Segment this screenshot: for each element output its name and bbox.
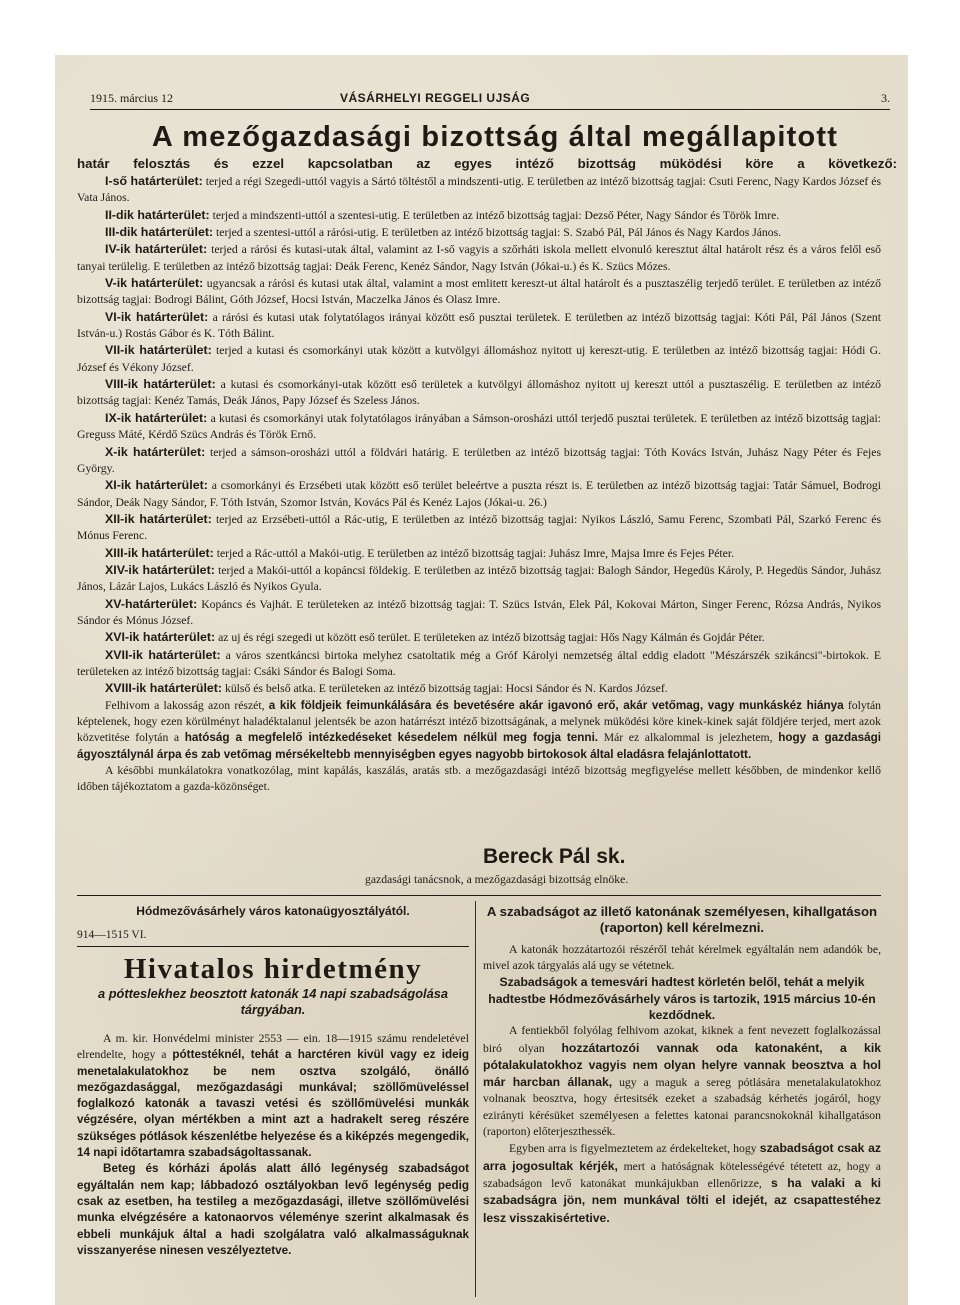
later-work-paragraph: A későbbi munkálatokra vonatkozólag, mint kapálás, kaszálás, aratás stb. a mezőgazdasági intéző bizottság megfigyelése mellett későbben, de mindenkor kellő időben tájékoztatom a gazda-közönséget. [77,764,881,794]
appeal-paragraph [77,698,881,763]
zone-text: terjed a szentesi-uttól a rárósi-utig. E területben az intéző bizottság tagjai: S. Szabó Pál, Pál János és Nagy Kardos János. [216,226,782,240]
zone-label: VIII-ik határterület: [105,377,216,392]
zone-paragraph [77,680,881,697]
leave-text: Egyben arra is figyelmeztetem az érdekelteket, hogy [509,1142,757,1156]
zone-text: a csomorkányi és Erzsébeti utak között eső terület beleértve a puszta részt is. E területben az intéző bizottság tagjai: Tatár Sámuel, Bodrogi Sándor, Deák Nagy Sándor, F. Tóth István, Szomor István, Kovács Pál és Kenéz Lajos (Jókai-u. 26.) [77,479,881,509]
zone-text: terjed a kutasi és csomorkányi utak között a kutvölgyi állomáshoz nyitott uj kereszt-utig. E területben az intéző bizottság tagjai: Hódi G. József és Vékony József. [77,344,882,374]
zone-paragraph [77,444,881,478]
zone-paragraph [77,545,881,562]
notice-paragraph [77,1161,469,1259]
zone-paragraph [77,647,881,681]
zone-paragraph [77,224,881,241]
notice-text: A m. kir. Honvédelmi minister 2553 — ein. 18—1915 számu rendeletével elrendelte, hogy a [77,1032,469,1062]
column-divider [475,901,476,1297]
zone-text: a rárósi és kutasi utak folytatólagos irányai között eső pusztai területek. E területben az intéző bizottság tagjai: Kóti Pál, Pál János (Szent István-u.) Rostás Gábor és K. Tóth Bálint. [77,310,882,341]
zone-paragraph [77,410,881,444]
zone-label: XIII-ik határterület: [105,545,214,560]
zone-text: ugyancsak a rárósi és kutasi utak által, valamint a most emlitett kereszt-ut által határolt és a pusztaszélig terjedő terület. E területben az intéző bizottság tagjai: Bodrogi Bálint, Góth József, Hocsi István, Maczelka János és Olasz Imre. [77,277,881,307]
leave-paragraph [483,1140,881,1226]
section-divider [77,895,881,896]
appeal-text: folytán képtelenek, hogy ezen körülményt haladéktalanul jelentsék be azon határrészt intéző bizottságának, a melynek müködési köre kinek-kinek saját földjére terjed, mert azok közvetitése folytán a [77,698,881,745]
zone-text: külső és belső atka. E területeken az intéző bizottság tagjai: Hocsi Sándor és N. Kardos József. [224,682,668,696]
leave-emphasis: hozzátartozói vannak oda katonaként, a kik pótalakulatokhoz vagyis nem olyan helyre vannak beosztva a hol már harcban állanak, [483,1040,881,1090]
article-subheadline: határ felosztás és ezzel kapcsolatban az egyes intéző bizottság müködési köre a következő: [77,156,897,171]
appeal-emphasis: a kik földjeik feimunkálására és bevetésére akár igavonó erő, akár vetőmag, vagy munkáskéz hiánya [268,698,844,712]
leave-text: ugy a maguk a sereg pótlására menetalakulatokhoz volnanak beosztva, hogy értesitsék ezeket a szabadság kérhetés jogáról, hogy ezirányti kérésüket személyesen a felettes katonai parancsnokoknál kihallgatáson (raporton) előterjeszthessék. [483,1076,882,1139]
notice-subtitle: a pótteslekhez beosztott katonák 14 napi szabadságolása tárgyában. [98,986,448,1017]
zone-label: XVIII-ik határterület: [105,681,223,696]
zone-text: terjed a mindszenti-uttól a szentesi-utig. E területben az intéző bizottság tagjai: Dezső Péter, Nagy Sándor és Török Imre. [212,208,780,222]
zone-paragraph [77,275,881,309]
zone-text: terjed a sámson-orosházi uttól a földvári határig. E területben az intéző bizottság tagjai: Tóth Kovács István, Juhász Nagy Péter és Fejes György. [77,445,881,475]
notice-emphasis: póttestéknél, tehát a harctéren kivül vagy ez ideig menetalakulatokhoz be nem osztva szolgáló, önálló mezőgazdasággal, mezőgazdasági munkával; szöllőmüveléssel foglalkozó katonák a tavaszi vetési és szöllőmüvelési munkák végzésére, olyan mértékben a mint azt a hadrakelt sereg részére szükséges pótlások készenlétbe helyezése és a kiképzés megengedik, 14 napi időtartamra szabadságoltassanak. [77,1048,469,1160]
zone-paragraph [77,562,881,596]
leave-paragraph: A katonák hozzátartozói részéről tehát kérelmek egyáltalán nem adandók be, mivel azok tárgyalás alá ugy se vétetnek. [483,942,881,973]
zone-list [77,173,881,796]
zone-paragraph [77,376,881,410]
zone-label: VI-ik határterület: [105,309,209,324]
signature-title: gazdasági tanácsnok, a mezőgazdasági bizottság elnöke. [365,873,629,886]
newspaper-title: VÁSÁRHELYI REGGELI UJSÁG [340,91,531,105]
leave-emphasis: szabadságot csak az arra jogosultak kérjék, [483,1141,882,1173]
page-number: 3. [881,91,890,105]
zone-label: V-ik határterület: [105,276,204,291]
official-notice-column [77,904,469,1259]
zone-label: XIV-ik határterület: [105,562,215,577]
zone-text: a kutasi és csomorkányi-utak között eső területek a kutvölgyi állomáshoz nyitott uj kereszt uttól a pusztaszélig. E területben az intéző bizottság tagjai: Kenéz Tamás, Deák János, Papy József és Szeless János. [77,378,881,408]
zone-label: I-ső határterület: [105,174,203,188]
leave-request-column [483,904,881,1227]
zone-label: IV-ik határterület: [105,242,208,257]
zone-text: Kopáncs és Vajhát. E területeken az intéző bizottság tagjai: T. Szücs István, Elek Pál, Kokovai Márton, Singer Ferenc, Rózsa András, Nyikos Sándor és Mónus József. [77,597,881,627]
issue-date: 1915. március 12 [90,91,173,105]
appeal-text: Már ez alkalommal is jelezhetem, [603,731,773,745]
zone-text: a város szentkáncsi birtoka melyhez csatoltatik még a Gróf Károlyi nemzetség által eddig eladott "Mészárszék szikáncsi"-birtokok. E területeken az intéző bizottság tagjai: Csáki Sándor és Balogi Soma. [77,648,882,678]
zone-label: XII-ik határterület: [105,511,212,526]
zone-label: XV-határterület: [105,596,198,611]
zone-paragraph [77,596,881,630]
zone-paragraph [77,241,881,275]
zone-paragraph [77,511,881,545]
zone-paragraph [77,342,881,376]
issuing-office: Hódmezővásárhely város katonaügyosztályától. [136,904,410,918]
notice-divider [77,946,469,947]
zone-text: az uj és régi szegedi ut között eső terület. E területeken az intéző bizottság tagjai: Hős Nagy Kálmán és Gojdár Péter. [218,631,765,645]
zone-text: terjed a régi Szegedi-uttól vagyis a Sártó töltéstől a mindszenti-utig. E területben az intéző bizottság tagjai: Csuti Ferenc, Nagy Kardos József és Vata János. [77,175,882,205]
appeal-emphasis: hatóság a megfelelő intézkedéseket késedelem nélkül meg fogja tenni. [184,731,599,745]
leave-body [483,942,881,1227]
notice-emphasis: Beteg és kórházi ápolás alatt álló legénység szabadságot egyáltalán nem kap; [77,1162,469,1192]
reference-number: 914—1515 VI. [77,929,147,941]
page-header [90,91,890,110]
zone-label: II-dik határterület: [105,207,210,222]
zone-label: XVI-ik határterület: [105,630,216,645]
zone-text: a kutasi és csomorkányi utak folytatólagos irányában a Sámson-orosházi uttól terjedő pusztai területek. E területben az intéző bizottság tagjai: Greguss Máté, Kérdő Szücs András és Török Ernő. [77,411,881,442]
zone-paragraph [77,477,881,511]
leave-dates-paragraph: Szabadságok a temesvári hadtest körletén belől, tehát a melyik hadtestbe Hódmezővásárhely város is tartozik, 1915 március 10-én kezdődnek. [488,975,876,1022]
zone-text: terjed a rárósi és kutasi-utak által, valamint az I-ső vagyis a szőrháti iskola mellett elvonuló keresztut által határolt rész és a város felől eső tanyai terülelig. E területben az intéző bizottság tagjai: Deák Ferenc, Kenéz Sándor, Nagy István (Jókai-u.) és K. Szücs Mózes. [77,243,882,273]
leave-title: A szabadságot az illető katonának személyesen, kihallgatáson (raporton) kell kérelmezni. [486,904,878,936]
article-headline: A mezőgazdasági bizottság által megállapitott [151,121,839,153]
zone-label: III-dik határterület: [105,225,214,240]
notice-body [77,1031,469,1259]
leave-emphasis: s ha valaki a ki szabadságra jön, nem munkával tölti el idejét, az csapattestéhez lesz visszakisértetive. [483,1175,882,1225]
notice-title: Hivatalos hirdetmény [123,953,423,985]
newspaper-page-scan [55,55,908,1305]
zone-label: VII-ik határterület: [105,343,212,358]
zone-label: XVII-ik határterület: [105,647,221,662]
appeal-text: Felhivom a lakosság azon részét, [105,698,265,712]
appeal-emphasis: hogy a gazdasági ágyosztálynál árpa és zab vetőmag mérsékeltebb mennyiségben egyes nagyobb birtokosok által eladásra felajánlottatott. [77,731,882,761]
signature-name: Bereck Pál sk. [483,845,626,868]
leave-paragraph [483,1023,881,1140]
zone-label: XI-ik határterület: [105,478,208,493]
zone-paragraph [77,629,881,646]
zone-label: X-ik határterület: [105,444,206,459]
notice-paragraph [77,1031,469,1161]
zone-text: terjed a Rác-uttól a Makói-utig. E területben az intéző bizottság tagjai: Juhász Imre, Majsa Imre és Fejes Péter. [216,546,735,560]
zone-paragraph [77,309,881,343]
zone-paragraph [77,207,881,224]
leave-text: mert a hatóságnak kötelességévé tétetett az, hogy a szabadságon levő katonákat munkájukban ellenőrizze, [483,1159,881,1190]
leave-text: A fentiekből folyólag felhivom azokat, kiknek a fent nevezett foglalkozással biró olyan [483,1024,881,1055]
zone-text: terjed a Makói-uttól a kopáncsi földekig. E területben az intéző bizottság tagjai: Balogh Sándor, Hegedüs Károly, P. Hegedüs Sándor, Juhász János, Lázár Lajos, Lukács László és Nyikos Gyula. [77,563,882,594]
zone-label: IX-ik határterület: [105,410,208,425]
notice-emphasis: lábbadozó osztályokban levő legénység pedig csak az esetben, ha testileg a mezőgazdasági, illetve szöllőmüvelési munka elvégzésére a katonaorvos véleménye szerint alkalmasak és ebbeli munkájuk által a hadi szolgálatra való alkalmasságuknak visszanyerése ninesen veszélyeztetve. [77,1178,469,1257]
zone-text: terjed az Erzsébeti-uttól a Rác-utig, E területben az intéző bizottság tagjai: Nyikos László, Samu Ferenc, Szombati Pál, Szarkó Ferenc és Mónus Ferenc. [77,512,881,543]
zone-paragraph [77,173,881,207]
